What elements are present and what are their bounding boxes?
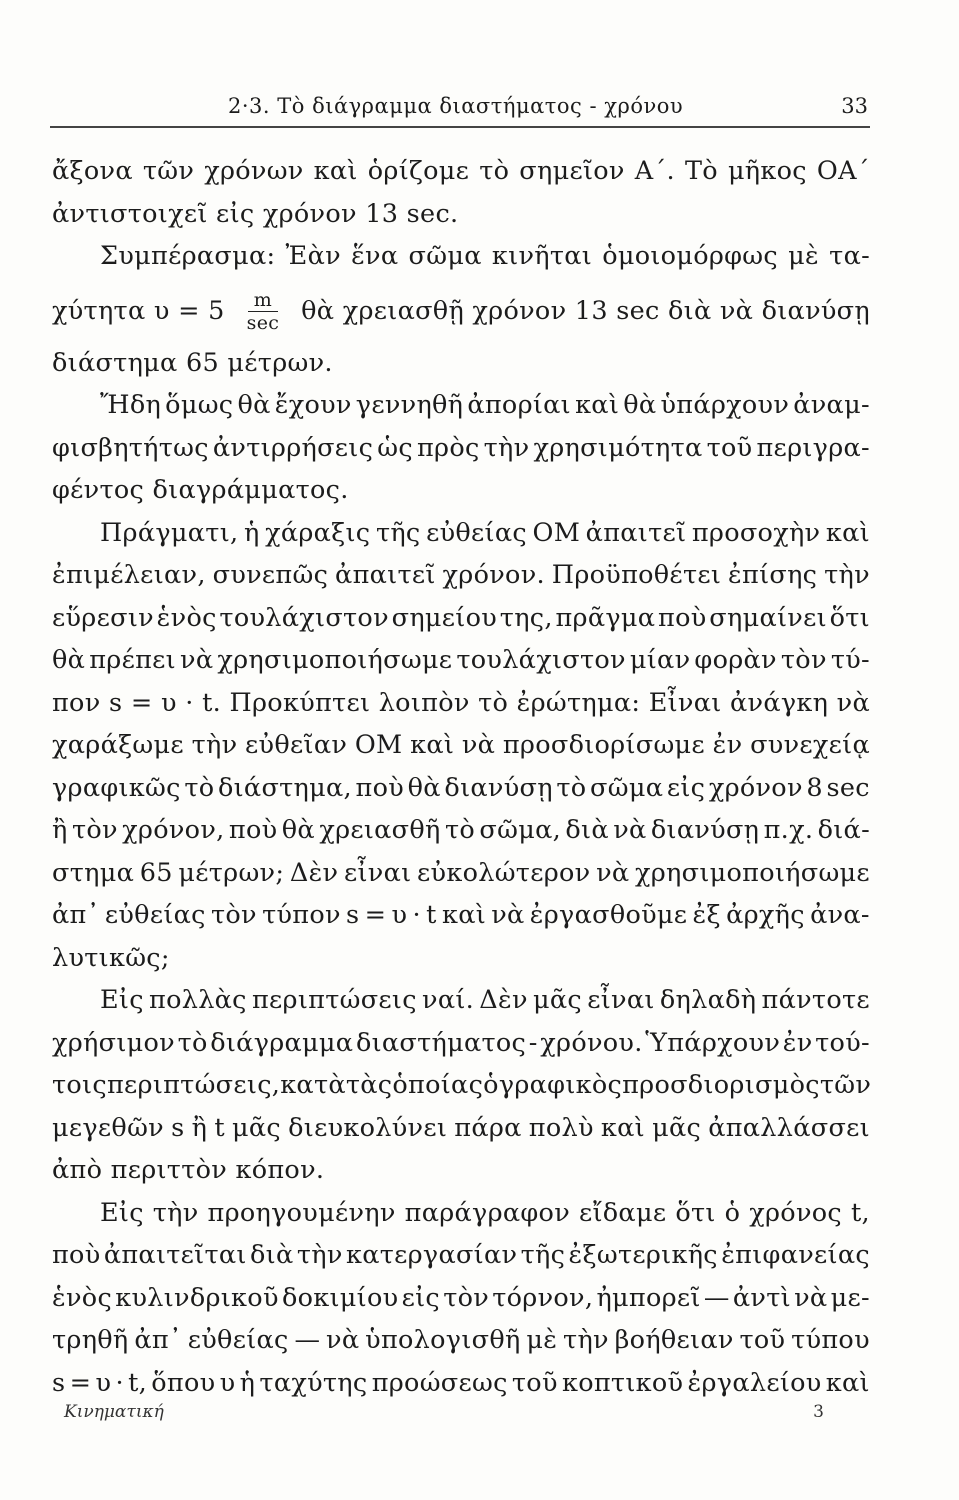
word: ὁ bbox=[483, 1070, 499, 1100]
text-line bbox=[52, 554, 870, 597]
word: ΟΜ bbox=[532, 517, 581, 548]
word: Ἤδη bbox=[100, 390, 162, 420]
body-text bbox=[52, 150, 870, 1404]
word: εἰς bbox=[666, 772, 706, 803]
text-line bbox=[52, 150, 870, 193]
word: ἀντὶ bbox=[732, 1282, 791, 1313]
word: Συμπέρασμα: bbox=[100, 241, 276, 271]
text-line bbox=[52, 724, 870, 767]
word: σημεῖον bbox=[519, 156, 625, 186]
text-line bbox=[52, 427, 870, 470]
word: τὰς bbox=[345, 1070, 393, 1100]
word: ἐξ bbox=[692, 900, 721, 930]
word: = bbox=[130, 687, 153, 718]
word: ἐρώτημα: bbox=[516, 687, 641, 718]
word: ἐργαλείου bbox=[687, 1367, 822, 1398]
word: ὡς bbox=[377, 432, 413, 463]
word: ἀρχῆς bbox=[726, 900, 805, 930]
word: προηγουμένην bbox=[207, 1197, 396, 1228]
word: χρησιμοποιήσωμε bbox=[217, 645, 453, 675]
word: τουλάχιστον bbox=[456, 645, 626, 675]
word: ὑπάρχουν bbox=[660, 390, 790, 420]
text-line bbox=[52, 1234, 870, 1277]
text-line bbox=[52, 342, 870, 385]
word: νὰ bbox=[326, 1325, 360, 1355]
word: ἢ bbox=[191, 1112, 208, 1143]
word: ὅτι bbox=[675, 1197, 716, 1228]
word: τῆς bbox=[375, 517, 421, 548]
word: ἀπορίαι bbox=[467, 390, 571, 420]
text-line bbox=[52, 1319, 870, 1362]
word: Εἰς bbox=[100, 1197, 144, 1228]
word: = bbox=[364, 900, 387, 930]
word: διά- bbox=[817, 815, 870, 845]
text-line bbox=[52, 1277, 870, 1320]
word: διαστήματος bbox=[355, 1027, 527, 1058]
word: δοκιμίου bbox=[281, 1282, 399, 1313]
word: γραφικὸς bbox=[498, 1070, 623, 1100]
word: κινῆται bbox=[491, 241, 593, 271]
word: καὶ bbox=[825, 517, 870, 548]
word: ἀπαιτεῖται bbox=[103, 1240, 247, 1270]
word: s bbox=[346, 900, 360, 930]
page-footer bbox=[64, 1402, 824, 1422]
word: θὰ bbox=[407, 772, 441, 803]
word: φισβητήτως bbox=[52, 432, 209, 463]
word: τοῦ bbox=[739, 1325, 786, 1355]
word: t, bbox=[128, 1367, 148, 1398]
word: πολλὰς bbox=[149, 985, 247, 1015]
word: θὰ bbox=[237, 390, 271, 420]
word: λοιπὸν bbox=[378, 687, 470, 718]
word: εὐθεῖαν bbox=[245, 730, 348, 760]
word: — bbox=[703, 1282, 730, 1313]
word: κοπτικοῦ bbox=[561, 1367, 684, 1398]
word: τὴν bbox=[824, 560, 870, 590]
word: ποὺ bbox=[52, 1240, 101, 1270]
word: κατεργασίαν bbox=[345, 1240, 518, 1270]
word: μὲ bbox=[526, 1325, 558, 1355]
word: 8 bbox=[806, 772, 823, 803]
word: συνεπῶς bbox=[212, 560, 329, 590]
word: ἀνάγκη bbox=[730, 687, 829, 718]
word: ὁρίζομε bbox=[367, 156, 470, 186]
text-line bbox=[52, 512, 870, 555]
word: ἀπαιτεῖ bbox=[585, 517, 687, 548]
word: ΟΑ΄ bbox=[816, 156, 870, 186]
word: τρηθῆ bbox=[52, 1325, 129, 1355]
word: ἕνα bbox=[351, 241, 399, 271]
word: τὸ bbox=[444, 815, 476, 845]
word: μὲ bbox=[788, 241, 819, 271]
word: χρόνον bbox=[708, 772, 803, 803]
word: s bbox=[171, 1112, 185, 1143]
word: χρειασθῆ bbox=[319, 815, 441, 845]
word: χρησιμότητα bbox=[533, 432, 703, 463]
word: Ὑπάρχουν bbox=[645, 1027, 781, 1058]
word: εἴδαμε bbox=[578, 1197, 667, 1228]
word: διανύσῃ bbox=[444, 772, 553, 803]
word: τύ- bbox=[830, 645, 870, 675]
word: ὁμοιομόρφως bbox=[602, 241, 778, 271]
word: θὰ bbox=[281, 815, 315, 845]
word: ἐπιφανείας bbox=[721, 1240, 870, 1270]
word: ἑνὸς bbox=[52, 1282, 113, 1313]
word: ἀναμ- bbox=[793, 390, 870, 420]
word: θὰ bbox=[623, 390, 657, 420]
word: της, bbox=[499, 602, 553, 633]
word: γεννηθῆ bbox=[355, 390, 464, 420]
word: με- bbox=[830, 1282, 870, 1313]
word: διάγραμμα bbox=[210, 1027, 354, 1058]
text-line bbox=[52, 384, 870, 427]
word: τὴν bbox=[563, 1325, 609, 1355]
word: καὶ bbox=[410, 730, 455, 760]
word: μᾶς bbox=[232, 1112, 281, 1143]
word: χρόνον, bbox=[122, 815, 225, 845]
text-line bbox=[52, 937, 870, 980]
line-text: φέντος διαγράμματος. bbox=[52, 475, 349, 505]
word: ἐργασθοῦμε bbox=[529, 900, 688, 930]
text-line bbox=[52, 1192, 870, 1235]
text-line bbox=[52, 193, 870, 236]
word: ἢ bbox=[52, 815, 68, 845]
text-line bbox=[52, 894, 870, 937]
word: καὶ bbox=[825, 1367, 870, 1398]
word: μῆκος bbox=[727, 156, 807, 186]
word: μεγεθῶν bbox=[52, 1112, 164, 1143]
word: νὰ bbox=[461, 730, 496, 760]
word: νὰ bbox=[180, 645, 214, 675]
word: βοήθειαν bbox=[614, 1325, 734, 1355]
word: ὅτι bbox=[829, 602, 870, 633]
word: εὐθείας bbox=[426, 517, 527, 548]
word: τῶν bbox=[819, 1070, 872, 1100]
word: Εἶναι bbox=[648, 687, 722, 718]
word: ὅπου bbox=[151, 1367, 216, 1398]
word: σημαίνει bbox=[709, 602, 827, 633]
word: ἐπιμέλειαν, bbox=[52, 560, 206, 590]
running-header bbox=[50, 92, 870, 128]
word: χρησιμοποιήσωμε bbox=[635, 857, 870, 888]
fraction-numerator: m bbox=[248, 289, 278, 312]
word: σῶμα bbox=[408, 241, 482, 271]
word: εἶναι bbox=[343, 857, 412, 888]
word: συνεχείᾳ bbox=[750, 730, 870, 760]
word: νὰ bbox=[613, 815, 647, 845]
word: σῶμα, bbox=[479, 815, 562, 845]
word: τὴν bbox=[483, 432, 530, 463]
word: υ bbox=[160, 687, 177, 718]
word: μέτρων; bbox=[178, 857, 285, 888]
word: πρᾶγμα bbox=[555, 602, 656, 633]
line-text: ἀντιστοιχεῖ εἰς χρόνον 13 sec. bbox=[52, 198, 459, 229]
word: εὐκολώτερον bbox=[417, 857, 591, 888]
word: ἑνὸς bbox=[156, 602, 217, 633]
word: t bbox=[214, 1112, 225, 1143]
word: προσοχὴν bbox=[691, 517, 821, 548]
line-text: διάστημα 65 μέτρων. bbox=[52, 347, 333, 378]
formula-line bbox=[52, 282, 870, 342]
word: εἰς bbox=[401, 1282, 440, 1313]
text-line bbox=[52, 1149, 870, 1192]
line-text: ἀπὸ περιττὸν κόπον. bbox=[52, 1155, 325, 1185]
word: πρὸς bbox=[416, 432, 480, 463]
word: ἡ bbox=[243, 517, 260, 548]
word: ΟΜ bbox=[354, 730, 403, 760]
word: ἀπαιτεῖ bbox=[335, 560, 436, 590]
word: τοις bbox=[52, 1070, 107, 1100]
text-line bbox=[52, 1107, 870, 1150]
word: περιπτώσεις, bbox=[106, 1070, 281, 1100]
word: γραφικῶς bbox=[52, 772, 181, 803]
word: προσδιορίσωμε bbox=[502, 730, 705, 760]
word: ποὺ bbox=[228, 815, 278, 845]
word: Προκύπτει bbox=[229, 687, 371, 718]
word: τουλάχιστον bbox=[219, 602, 389, 633]
text-line bbox=[52, 767, 870, 810]
formula-before: χύτητα υ = 5 bbox=[52, 296, 225, 327]
word: νὰ bbox=[836, 687, 870, 718]
word: τὴν bbox=[152, 1197, 199, 1228]
text-line bbox=[52, 1064, 870, 1107]
word: διευκολύνει bbox=[288, 1112, 448, 1143]
word: · bbox=[115, 1367, 124, 1398]
word: = bbox=[69, 1367, 92, 1398]
word: s bbox=[52, 1367, 66, 1398]
word: ὁποίας bbox=[392, 1070, 484, 1100]
text-line bbox=[52, 809, 870, 852]
word: χρήσιμον bbox=[52, 1027, 175, 1058]
word: τοῦ bbox=[706, 432, 753, 463]
word: μᾶς bbox=[652, 1112, 702, 1143]
word: 65 bbox=[139, 857, 173, 888]
word: προώσεως bbox=[371, 1367, 508, 1398]
text-block-main bbox=[52, 342, 870, 1405]
word: καὶ bbox=[600, 1112, 645, 1143]
word: πάντοτε bbox=[761, 985, 870, 1015]
word: τῆς bbox=[520, 1240, 566, 1270]
word: ἀπαλλάσσει bbox=[708, 1112, 870, 1143]
word: τύπου bbox=[791, 1325, 870, 1355]
word: σημείου bbox=[391, 602, 498, 633]
word: τόρνον, bbox=[492, 1282, 594, 1313]
word: ναί. bbox=[422, 985, 475, 1015]
word: τύπον bbox=[262, 900, 341, 930]
word: διάστημα, bbox=[217, 772, 352, 803]
word: κυλινδρικοῦ bbox=[115, 1282, 279, 1313]
word: ἀπ᾽ bbox=[134, 1325, 182, 1355]
word: ταχύτης bbox=[259, 1367, 368, 1398]
word: εἶναι bbox=[587, 985, 655, 1015]
text-line bbox=[52, 852, 870, 895]
text-line bbox=[52, 979, 870, 1022]
word: τὸν bbox=[71, 815, 118, 845]
word: χρόνων bbox=[204, 156, 304, 186]
text-block-top bbox=[52, 150, 870, 278]
word: περιπτώσεις bbox=[251, 985, 417, 1015]
word: Ἐὰν bbox=[285, 241, 341, 271]
word: τὸ bbox=[556, 772, 587, 803]
word: δηλαδὴ bbox=[659, 985, 757, 1015]
page-number: 33 bbox=[841, 94, 868, 118]
word: τοῦ bbox=[511, 1367, 558, 1398]
text-line bbox=[52, 469, 870, 512]
word: t, bbox=[850, 1197, 870, 1228]
word: s bbox=[108, 687, 123, 718]
word: παράγραφον bbox=[404, 1197, 570, 1228]
text-line bbox=[52, 682, 870, 725]
word: μίαν bbox=[629, 645, 691, 675]
word: Α΄. bbox=[634, 156, 675, 186]
word: ἐν bbox=[712, 730, 743, 760]
word: περιγρα- bbox=[756, 432, 870, 463]
word: πάρα bbox=[454, 1112, 522, 1143]
formula-after: θὰ χρειασθῇ χρόνον 13 sec διὰ νὰ διανύσῃ bbox=[301, 296, 870, 327]
word: υ bbox=[391, 900, 408, 930]
word: ἄξονα bbox=[52, 156, 133, 186]
word: Τὸ bbox=[684, 156, 718, 186]
word: κατὰ bbox=[280, 1070, 346, 1100]
word: τὴν bbox=[191, 730, 238, 760]
word: φορὰν bbox=[694, 645, 777, 675]
word: τὸ bbox=[184, 772, 215, 803]
word: ἡ bbox=[239, 1367, 256, 1398]
word: t bbox=[426, 900, 437, 930]
word: Εἰς bbox=[100, 985, 144, 1015]
text-line bbox=[52, 1022, 870, 1065]
word: υ bbox=[95, 1367, 112, 1398]
word: ἐπίσης bbox=[728, 560, 818, 590]
word: ποὺ bbox=[355, 772, 405, 803]
footer-signature: Κινηματική bbox=[64, 1402, 164, 1422]
word: εὕρεσιν bbox=[52, 602, 154, 633]
word: Πράγματι, bbox=[100, 517, 239, 548]
text-line bbox=[52, 639, 870, 682]
word: ὑπολογισθῆ bbox=[365, 1325, 521, 1355]
word: ὁ bbox=[724, 1197, 741, 1228]
word: πρέπει bbox=[89, 645, 176, 675]
word: τὸ bbox=[479, 156, 510, 186]
word: καὶ bbox=[313, 156, 358, 186]
word: προσδιορισμὸς bbox=[622, 1070, 820, 1100]
signature-mark: 3 bbox=[813, 1402, 824, 1422]
word: · bbox=[412, 900, 421, 930]
line-text: λυτικῶς; bbox=[52, 942, 170, 973]
word: τῶν bbox=[142, 156, 195, 186]
word: ἠμπορεῖ bbox=[596, 1282, 701, 1313]
word: π.χ. bbox=[763, 815, 814, 845]
word: τὴν bbox=[296, 1240, 343, 1270]
word: sec bbox=[826, 772, 870, 803]
word: · bbox=[185, 687, 194, 718]
word: ἀπ᾽ bbox=[52, 900, 100, 930]
text-line bbox=[52, 1362, 870, 1405]
word: ἔχουν bbox=[274, 390, 352, 420]
word: ποὺ bbox=[658, 602, 707, 633]
word: ὅμως bbox=[165, 390, 234, 420]
word: Δὲν bbox=[289, 857, 339, 888]
word: στημα bbox=[52, 857, 135, 888]
chapter-title: 2·3. Τὸ διάγραμμα διαστήματος - χρόνου bbox=[228, 94, 684, 118]
word: τὸ bbox=[177, 1027, 208, 1058]
word: υ bbox=[219, 1367, 236, 1398]
word: t. bbox=[202, 687, 222, 718]
word: νὰ bbox=[794, 1282, 828, 1313]
word: διανύσῃ bbox=[650, 815, 760, 845]
word: ἀντιρρήσεις bbox=[212, 432, 374, 463]
word: χρόνον. bbox=[442, 560, 545, 590]
word: πολὺ bbox=[528, 1112, 594, 1143]
word: εὐθείας bbox=[104, 900, 206, 930]
word: τὸν bbox=[210, 900, 257, 930]
word: νὰ bbox=[596, 857, 630, 888]
word: Προϋποθέτει bbox=[551, 560, 722, 590]
word: τὸν bbox=[443, 1282, 490, 1313]
word: καὶ bbox=[441, 900, 487, 930]
word: ἀνα- bbox=[810, 900, 870, 930]
word: χρόνου. bbox=[540, 1027, 643, 1058]
unit-fraction bbox=[241, 289, 286, 334]
word: διὰ bbox=[565, 815, 609, 845]
text-line bbox=[52, 235, 870, 278]
word: θὰ bbox=[52, 645, 86, 675]
word: τού- bbox=[815, 1027, 870, 1058]
word: εὐθείας bbox=[187, 1325, 289, 1355]
fraction-denominator: sec bbox=[246, 312, 280, 334]
word: χρόνος bbox=[749, 1197, 842, 1228]
word: ἐν bbox=[782, 1027, 813, 1058]
word: τὸν bbox=[780, 645, 827, 675]
word: - bbox=[528, 1027, 538, 1058]
word: διὰ bbox=[250, 1240, 294, 1270]
word: σῶμα bbox=[590, 772, 664, 803]
word: χαράξωμε bbox=[52, 730, 184, 760]
word: νὰ bbox=[491, 900, 525, 930]
word: Δὲν bbox=[479, 985, 528, 1015]
word: πον bbox=[52, 687, 101, 718]
word: καὶ bbox=[575, 390, 620, 420]
word: μᾶς bbox=[533, 985, 582, 1015]
word: χάραξις bbox=[265, 517, 371, 548]
word: — bbox=[294, 1325, 321, 1355]
word: ἐξωτερικῆς bbox=[568, 1240, 718, 1270]
word: τὸ bbox=[478, 687, 509, 718]
text-line bbox=[52, 597, 870, 640]
word: τα- bbox=[829, 241, 870, 271]
